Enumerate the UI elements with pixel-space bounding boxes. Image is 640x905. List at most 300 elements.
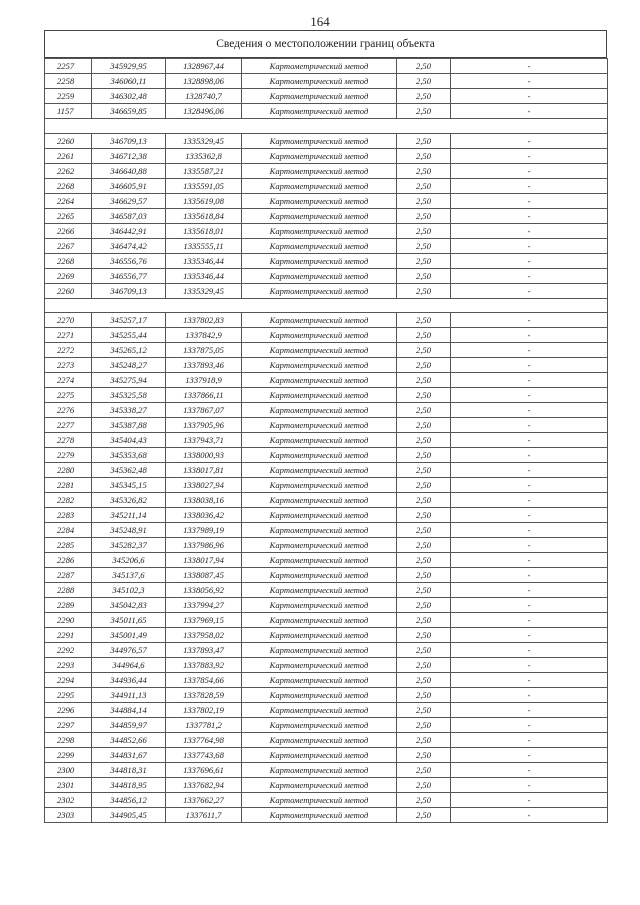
precision-cell: 2,50 [397,448,451,463]
description-cell: - [451,643,608,658]
table-row [45,163,608,178]
description-cell: - [451,748,608,763]
y-coordinate-cell: 1338000,93 [166,448,242,463]
precision-cell: 2,50 [397,418,451,433]
precision-cell: 2,50 [397,643,451,658]
point-number-cell: 2272 [45,343,92,358]
x-coordinate-cell: 346442,91 [92,223,166,238]
description-cell: - [451,163,608,178]
precision-cell: 2,50 [397,238,451,253]
y-coordinate-cell: 1338087,45 [166,568,242,583]
precision-cell: 2,50 [397,733,451,748]
method-cell: Картометрический метод [242,508,397,523]
point-number-cell: 2258 [45,74,92,89]
precision-cell: 2,50 [397,598,451,613]
point-number-cell: 2261 [45,148,92,163]
point-number-cell: 2278 [45,433,92,448]
table-row [45,463,608,478]
method-cell: Картометрический метод [242,74,397,89]
description-cell: - [451,104,608,119]
method-cell: Картометрический метод [242,523,397,538]
description-cell: - [451,793,608,808]
y-coordinate-cell: 1337986,96 [166,538,242,553]
method-cell: Картометрический метод [242,778,397,793]
precision-cell: 2,50 [397,703,451,718]
description-cell: - [451,238,608,253]
description-cell: - [451,778,608,793]
table-row [45,223,608,238]
precision-cell: 2,50 [397,718,451,733]
method-cell: Картометрический метод [242,748,397,763]
precision-cell: 2,50 [397,463,451,478]
precision-cell: 2,50 [397,628,451,643]
point-number-cell: 2264 [45,193,92,208]
table-row [45,373,608,388]
precision-cell: 2,50 [397,74,451,89]
table-row [45,328,608,343]
y-coordinate-cell: 1335618,01 [166,223,242,238]
point-number-cell: 2301 [45,778,92,793]
x-coordinate-cell: 344911,13 [92,688,166,703]
description-cell: - [451,223,608,238]
description-cell: - [451,688,608,703]
separator-cell [45,119,608,134]
point-number-cell: 2260 [45,283,92,298]
x-coordinate-cell: 346556,76 [92,253,166,268]
x-coordinate-cell: 345257,17 [92,313,166,328]
table-row [45,148,608,163]
y-coordinate-cell: 1338038,16 [166,493,242,508]
y-coordinate-cell: 1337989,19 [166,523,242,538]
x-coordinate-cell: 344831,67 [92,748,166,763]
x-coordinate-cell: 345265,12 [92,343,166,358]
table-row [45,178,608,193]
x-coordinate-cell: 346587,03 [92,208,166,223]
table-row [45,733,608,748]
x-coordinate-cell: 345255,44 [92,328,166,343]
point-number-cell: 2288 [45,583,92,598]
y-coordinate-cell: 1337611,7 [166,808,242,823]
table-row [45,418,608,433]
table-row [45,598,608,613]
table-row [45,778,608,793]
y-coordinate-cell: 1337905,96 [166,418,242,433]
x-coordinate-cell: 345387,88 [92,418,166,433]
method-cell: Картометрический метод [242,238,397,253]
table-row [45,703,608,718]
precision-cell: 2,50 [397,808,451,823]
method-cell: Картометрический метод [242,59,397,74]
point-number-cell: 2274 [45,373,92,388]
point-number-cell: 2303 [45,808,92,823]
y-coordinate-cell: 1335329,45 [166,283,242,298]
precision-cell: 2,50 [397,59,451,74]
x-coordinate-cell: 345325,58 [92,388,166,403]
y-coordinate-cell: 1337883,92 [166,658,242,673]
point-number-cell: 2294 [45,673,92,688]
precision-cell: 2,50 [397,358,451,373]
precision-cell: 2,50 [397,778,451,793]
method-cell: Картометрический метод [242,148,397,163]
group-separator-row [45,298,608,313]
x-coordinate-cell: 345001,49 [92,628,166,643]
table-row [45,658,608,673]
description-cell: - [451,448,608,463]
table-row [45,283,608,298]
method-cell: Картометрический метод [242,598,397,613]
precision-cell: 2,50 [397,133,451,148]
table-row [45,523,608,538]
description-cell: - [451,763,608,778]
description-cell: - [451,133,608,148]
method-cell: Картометрический метод [242,658,397,673]
x-coordinate-cell: 345137,6 [92,568,166,583]
precision-cell: 2,50 [397,493,451,508]
y-coordinate-cell: 1337918,9 [166,373,242,388]
table-row [45,74,608,89]
precision-cell: 2,50 [397,568,451,583]
x-coordinate-cell: 346605,91 [92,178,166,193]
x-coordinate-cell: 345282,37 [92,538,166,553]
point-number-cell: 2285 [45,538,92,553]
x-coordinate-cell: 345326,82 [92,493,166,508]
y-coordinate-cell: 1337802,19 [166,703,242,718]
point-number-cell: 2290 [45,613,92,628]
method-cell: Картометрический метод [242,793,397,808]
point-number-cell: 2268 [45,253,92,268]
table-row [45,433,608,448]
method-cell: Картометрический метод [242,283,397,298]
method-cell: Картометрический метод [242,328,397,343]
x-coordinate-cell: 344852,66 [92,733,166,748]
x-coordinate-cell: 346709,13 [92,133,166,148]
x-coordinate-cell: 345102,3 [92,583,166,598]
description-cell: - [451,193,608,208]
precision-cell: 2,50 [397,523,451,538]
point-number-cell: 2299 [45,748,92,763]
description-cell: - [451,268,608,283]
table-row [45,133,608,148]
description-cell: - [451,703,608,718]
point-number-cell: 2289 [45,598,92,613]
x-coordinate-cell: 345338,27 [92,403,166,418]
point-number-cell: 2270 [45,313,92,328]
x-coordinate-cell: 346712,38 [92,148,166,163]
x-coordinate-cell: 345345,15 [92,478,166,493]
table-row [45,448,608,463]
y-coordinate-cell: 1338027,94 [166,478,242,493]
y-coordinate-cell: 1337842,9 [166,328,242,343]
table-row [45,253,608,268]
point-number-cell: 2300 [45,763,92,778]
table-row [45,193,608,208]
table-row [45,583,608,598]
x-coordinate-cell: 345011,65 [92,613,166,628]
precision-cell: 2,50 [397,148,451,163]
x-coordinate-cell: 346709,13 [92,283,166,298]
method-cell: Картометрический метод [242,718,397,733]
point-number-cell: 2276 [45,403,92,418]
precision-cell: 2,50 [397,673,451,688]
y-coordinate-cell: 1337781,2 [166,718,242,733]
y-coordinate-cell: 1337958,02 [166,628,242,643]
point-number-cell: 2302 [45,793,92,808]
point-number-cell: 2277 [45,418,92,433]
table-row [45,643,608,658]
point-number-cell: 1157 [45,104,92,119]
point-number-cell: 2286 [45,553,92,568]
method-cell: Картометрический метод [242,463,397,478]
description-cell: - [451,718,608,733]
description-cell: - [451,358,608,373]
y-coordinate-cell: 1337764,98 [166,733,242,748]
point-number-cell: 2282 [45,493,92,508]
point-number-cell: 2267 [45,238,92,253]
x-coordinate-cell: 346060,11 [92,74,166,89]
precision-cell: 2,50 [397,583,451,598]
description-cell: - [451,418,608,433]
method-cell: Картометрический метод [242,808,397,823]
x-coordinate-cell: 346302,48 [92,89,166,104]
table-row [45,613,608,628]
method-cell: Картометрический метод [242,133,397,148]
point-number-cell: 2293 [45,658,92,673]
description-cell: - [451,613,608,628]
group-separator-row [45,119,608,134]
precision-cell: 2,50 [397,478,451,493]
x-coordinate-cell: 346659,85 [92,104,166,119]
description-cell: - [451,178,608,193]
x-coordinate-cell: 346640,88 [92,163,166,178]
point-number-cell: 2279 [45,448,92,463]
y-coordinate-cell: 1335591,05 [166,178,242,193]
document-sheet [44,30,607,823]
table-row [45,808,608,823]
point-number-cell: 2266 [45,223,92,238]
method-cell: Картометрический метод [242,178,397,193]
separator-cell [45,298,608,313]
method-cell: Картометрический метод [242,703,397,718]
description-cell: - [451,433,608,448]
description-cell: - [451,628,608,643]
page-number: 164 [310,14,330,29]
point-number-cell: 2292 [45,643,92,658]
y-coordinate-cell: 1337828,59 [166,688,242,703]
method-cell: Картометрический метод [242,358,397,373]
precision-cell: 2,50 [397,104,451,119]
point-number-cell: 2273 [45,358,92,373]
method-cell: Картометрический метод [242,673,397,688]
precision-cell: 2,50 [397,283,451,298]
precision-cell: 2,50 [397,178,451,193]
method-cell: Картометрический метод [242,268,397,283]
precision-cell: 2,50 [397,388,451,403]
precision-cell: 2,50 [397,688,451,703]
precision-cell: 2,50 [397,89,451,104]
description-cell: - [451,283,608,298]
table-row [45,748,608,763]
method-cell: Картометрический метод [242,733,397,748]
table-row [45,89,608,104]
y-coordinate-cell: 1337743,68 [166,748,242,763]
y-coordinate-cell: 1335329,45 [166,133,242,148]
precision-cell: 2,50 [397,313,451,328]
y-coordinate-cell: 1338036,42 [166,508,242,523]
method-cell: Картометрический метод [242,253,397,268]
point-number-cell: 2257 [45,59,92,74]
description-cell: - [451,493,608,508]
description-cell: - [451,328,608,343]
table-row [45,343,608,358]
precision-cell: 2,50 [397,268,451,283]
method-cell: Картометрический метод [242,538,397,553]
x-coordinate-cell: 346474,42 [92,238,166,253]
x-coordinate-cell: 344936,44 [92,673,166,688]
table-row [45,238,608,253]
precision-cell: 2,50 [397,223,451,238]
method-cell: Картометрический метод [242,418,397,433]
precision-cell: 2,50 [397,163,451,178]
y-coordinate-cell: 1337893,46 [166,358,242,373]
table-row [45,718,608,733]
description-cell: - [451,523,608,538]
method-cell: Картометрический метод [242,193,397,208]
precision-cell: 2,50 [397,328,451,343]
point-number-cell: 2265 [45,208,92,223]
x-coordinate-cell: 345042,83 [92,598,166,613]
point-number-cell: 2283 [45,508,92,523]
method-cell: Картометрический метод [242,643,397,658]
method-cell: Картометрический метод [242,448,397,463]
precision-cell: 2,50 [397,253,451,268]
y-coordinate-cell: 1338056,92 [166,583,242,598]
x-coordinate-cell: 345248,91 [92,523,166,538]
method-cell: Картометрический метод [242,568,397,583]
x-coordinate-cell: 345248,27 [92,358,166,373]
y-coordinate-cell: 1335619,08 [166,193,242,208]
table-row [45,268,608,283]
x-coordinate-cell: 344884,14 [92,703,166,718]
point-number-cell: 2281 [45,478,92,493]
y-coordinate-cell: 1328967,44 [166,59,242,74]
x-coordinate-cell: 345929,95 [92,59,166,74]
method-cell: Картометрический метод [242,478,397,493]
precision-cell: 2,50 [397,613,451,628]
precision-cell: 2,50 [397,538,451,553]
y-coordinate-cell: 1337893,47 [166,643,242,658]
precision-cell: 2,50 [397,553,451,568]
y-coordinate-cell: 1328740,7 [166,89,242,104]
precision-cell: 2,50 [397,508,451,523]
y-coordinate-cell: 1337682,94 [166,778,242,793]
description-cell: - [451,89,608,104]
y-coordinate-cell: 1335346,44 [166,268,242,283]
table-row [45,508,608,523]
x-coordinate-cell: 344976,57 [92,643,166,658]
point-number-cell: 2287 [45,568,92,583]
x-coordinate-cell: 345275,94 [92,373,166,388]
x-coordinate-cell: 344818,31 [92,763,166,778]
method-cell: Картометрический метод [242,223,397,238]
x-coordinate-cell: 344818,95 [92,778,166,793]
y-coordinate-cell: 1337866,11 [166,388,242,403]
x-coordinate-cell: 344856,12 [92,793,166,808]
description-cell: - [451,343,608,358]
point-number-cell: 2262 [45,163,92,178]
y-coordinate-cell: 1337662,27 [166,793,242,808]
x-coordinate-cell: 345206,6 [92,553,166,568]
y-coordinate-cell: 1328898,06 [166,74,242,89]
table-row [45,478,608,493]
x-coordinate-cell: 346556,77 [92,268,166,283]
y-coordinate-cell: 1337867,07 [166,403,242,418]
table-row [45,313,608,328]
y-coordinate-cell: 1337875,05 [166,343,242,358]
point-number-cell: 2259 [45,89,92,104]
point-number-cell: 2268 [45,178,92,193]
y-coordinate-cell: 1328496,06 [166,104,242,119]
table-row [45,493,608,508]
y-coordinate-cell: 1338017,94 [166,553,242,568]
y-coordinate-cell: 1337994,27 [166,598,242,613]
x-coordinate-cell: 345404,43 [92,433,166,448]
table-row [45,403,608,418]
table-row [45,388,608,403]
y-coordinate-cell: 1337943,71 [166,433,242,448]
y-coordinate-cell: 1337969,15 [166,613,242,628]
description-cell: - [451,538,608,553]
method-cell: Картометрический метод [242,89,397,104]
description-cell: - [451,388,608,403]
y-coordinate-cell: 1337802,83 [166,313,242,328]
y-coordinate-cell: 1335362,8 [166,148,242,163]
table-row [45,358,608,373]
method-cell: Картометрический метод [242,208,397,223]
method-cell: Картометрический метод [242,583,397,598]
y-coordinate-cell: 1335587,21 [166,163,242,178]
point-number-cell: 2295 [45,688,92,703]
table-row [45,59,608,74]
point-number-cell: 2297 [45,718,92,733]
x-coordinate-cell: 344859,97 [92,718,166,733]
description-cell: - [451,313,608,328]
precision-cell: 2,50 [397,433,451,448]
description-cell: - [451,253,608,268]
precision-cell: 2,50 [397,208,451,223]
table-row [45,568,608,583]
x-coordinate-cell: 345362,48 [92,463,166,478]
method-cell: Картометрический метод [242,313,397,328]
point-number-cell: 2260 [45,133,92,148]
description-cell: - [451,733,608,748]
description-cell: - [451,508,608,523]
y-coordinate-cell: 1335618,84 [166,208,242,223]
point-number-cell: 2284 [45,523,92,538]
point-number-cell: 2269 [45,268,92,283]
description-cell: - [451,208,608,223]
precision-cell: 2,50 [397,373,451,388]
method-cell: Картометрический метод [242,763,397,778]
point-number-cell: 2271 [45,328,92,343]
table-title: Сведения о местоположении границ объекта [44,30,607,58]
x-coordinate-cell: 344905,45 [92,808,166,823]
coordinates-table [44,58,608,823]
description-cell: - [451,148,608,163]
y-coordinate-cell: 1337854,66 [166,673,242,688]
method-cell: Картометрический метод [242,403,397,418]
method-cell: Картометрический метод [242,373,397,388]
method-cell: Картометрический метод [242,104,397,119]
